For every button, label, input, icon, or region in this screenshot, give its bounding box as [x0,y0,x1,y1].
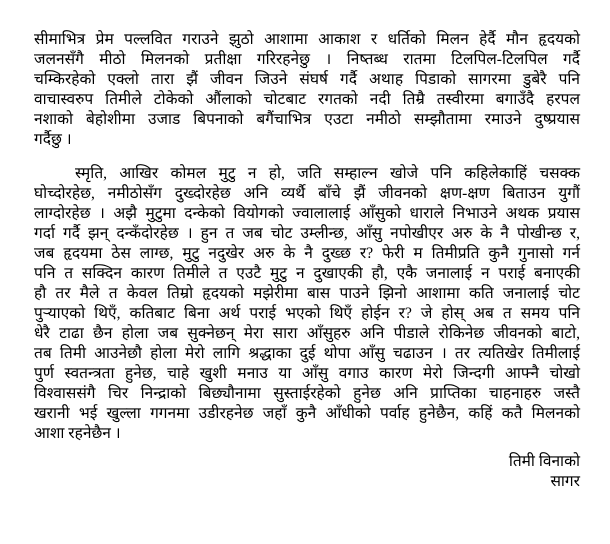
letter-line: नशाको बेहोशीमा उजाड बिपनाको बगैंचाभित्र एउटा नमीठो सम्झौतामा रमाउने दुष्प्रयास [34,111,580,128]
letter-line: सीमाभित्र प्रेम पल्लवित गराउने झुठो आशामा आकाश र धर्तिको मिलन हेर्दै मौन हृदयको [34,31,580,48]
letter-line: स्मृति, आखिर कोमल मुटु न हो, जति सम्हाल्न खोजे पनि कहिलेकाहिं चसक्क [75,165,580,182]
letter-line: धेरै टाढा छैन होला जब सुक्नेछन् मेरा सारा आँसुहरु अनि पीडाले रोकिनेछ जीवनको बाटो, [34,325,580,342]
letter-line: पुऱ्याएको थिएँ, कतिबाट बिना अर्थ पराई भएको थिएँ होईन र? जे होस् अब त समय पनि [34,305,580,322]
letter-line: हौ तर मैले त केवल तिम्रो हृदयको मझेरीमा बास पाउने झिनो आशामा कति जनालाई चोट [34,285,580,302]
letter-line: पनि त सक्दिन कारण तिमीले त एउटै मुटु न दुखाएकी हौ, एकै जनालाई न पराई बनाएकी [34,265,580,282]
letter-line: जलनसँगै मीठो मिलनको प्रतीक्षा गरिरहनेछु । निष्तब्ध रातमा टिलपिल-टिलपिल गर्दै [34,51,580,68]
paragraph-2 [34,164,580,444]
letter-line: पुर्ण स्वतन्त्रता हुनेछ, चाहे खुशी मनाउ या आँसु वगाउ कारण मेरो जिन्दगी आफ्नै चोखो [34,365,580,382]
signature-line-sender-phrase: तिमी विनाको [508,453,580,470]
letter-line: चम्किरहेको एक्लो तारा झैं जीवन जिउने संघर्ष गर्दै अथाह पिडाको सागरमा डुबेरै पनि [34,71,580,88]
signature-block [34,452,580,492]
letter-line: तब तिमी आउनेछौ होला मेरो लागि श्रद्धाका दुई थोपा आँसु चढाउन । तर त्यतिखेर तिमीलाई [34,345,580,362]
letter-line: जब हृदयमा ठेस लाग्छ, मुटु नदुखेर अरु के नै दुख्छ र? फेरी म तिमीप्रति कुनै गुनासो गर्न [34,245,580,262]
paragraph-1 [34,30,580,150]
letter-line: गर्दैछु । [34,131,72,148]
letter-line: वाचास्वरुप तिमीले टोकेको औंलाको चोटबाट रगतको नदी तिम्रै तस्वीरमा बगाउँदै हरपल [34,91,580,108]
letter-body [34,30,580,492]
letter-line: लाग्दोरहेछ । अझै मुटुमा दन्केको वियोगको ज्वालालाई आँसुको धाराले निभाउने अथक प्रयास [34,205,580,222]
signature-line-sender-name: सागर [550,473,580,490]
letter-line: खरानी भई खुल्ला गगनमा उडीरहनेछ जहाँ कुनै आँधीको पर्वाह हुनेछैन, कहिं कतै मिलनको [34,405,580,422]
letter-line: घोच्दोरहेछ, नमीठोसँग दुख्दोरहेछ अनि व्यर्थै बाँचे झैं जीवनको क्षण-क्षण बिताउन युगौं [34,185,580,202]
letter-line: आशा रहनेछैन । [34,425,121,442]
letter-line: विश्वाससंगै चिर निन्द्राको बिछ्यौनामा सुस्ताईरहेको हुनेछ अनि प्राप्तिका चाहनाहरु जस्तै [34,385,580,402]
letter-line: गर्दा गर्दै झन् दन्कँदोरहेछ । हुन त जब चोट उम्लीन्छ, आँसु नपोखीएर अरु के नै पोखीन्छ र, [34,225,580,242]
